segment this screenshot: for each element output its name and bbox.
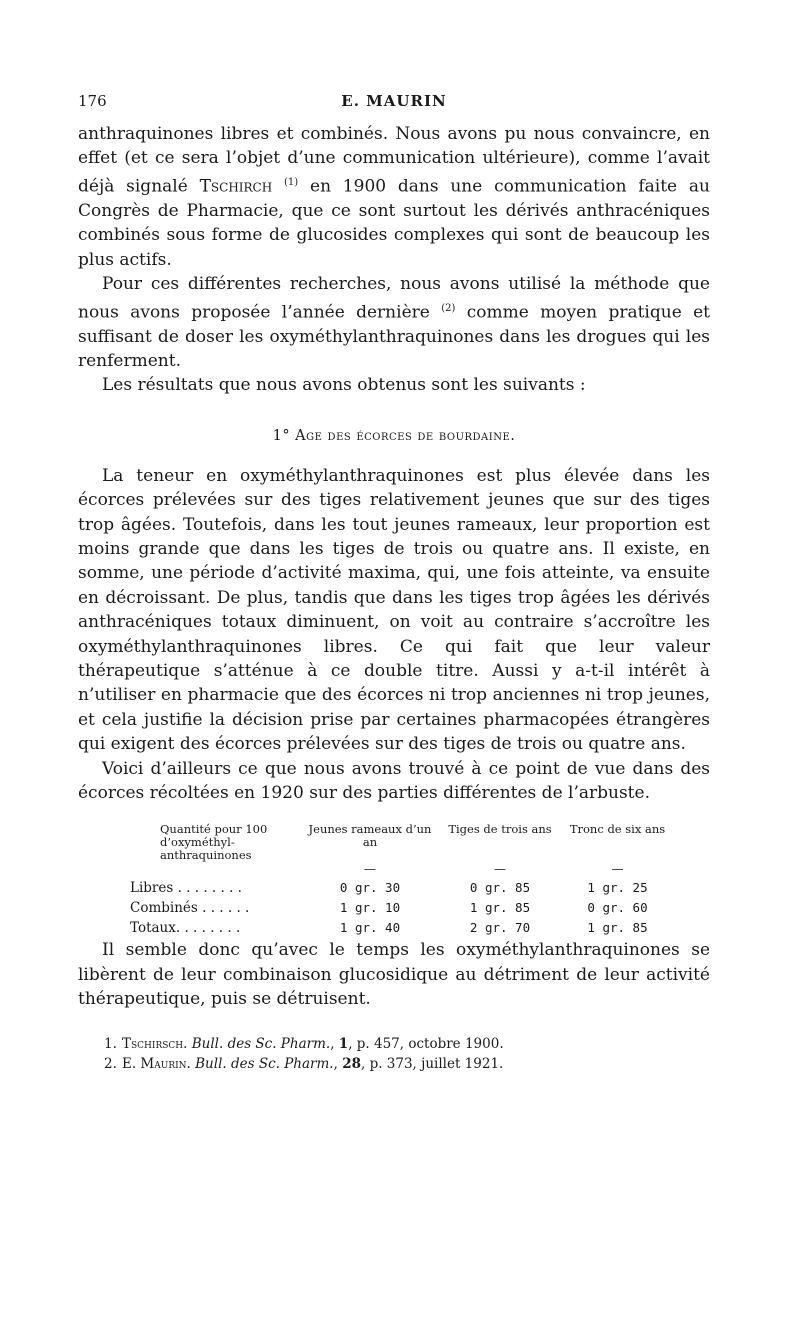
page-number: 176: [78, 92, 107, 110]
row-label: Combinés . . . . . .: [130, 900, 250, 917]
cell-value: 0 gr. 60: [587, 900, 648, 916]
footnote-1: 1. Tschirsch. Bull. des Sc. Pharm., 1, p. 457, octobre 1900.: [104, 1035, 504, 1052]
table-header-stems: Tiges de trois ans: [448, 822, 552, 837]
footnote-details: , p. 457, octobre 1900.: [348, 1035, 504, 1052]
footnote-journal: Bull. des Sc. Pharm.: [195, 1055, 334, 1072]
row-label: Totaux. . . . . . . .: [130, 920, 241, 937]
page-header: [78, 92, 710, 122]
cell-value: 0 gr. 85: [469, 880, 531, 896]
paragraph-1-text-b: en 1900 dans une communication faite au Congrès de Pharmacie, que ce sont surtout les dérivés anthracéniques combinés sous forme de glucosides complexes qui sont de beaucoup les plus actifs.: [78, 176, 710, 270]
paragraph-3: Les résultats que nous avons obtenus sont les suivants :: [102, 375, 586, 396]
paragraph-6: Il semble donc qu’avec le temps les oxyméthylanthraquinones se libèrent de leur combinaison glucosidique au détriment de leur activité thérapeutique, puis se détruisent.: [78, 940, 710, 1010]
footnote-author: Tschirsch.: [122, 1035, 188, 1052]
table-header-rules: — — —: [364, 862, 624, 877]
footnote-author: E. Maurin.: [122, 1055, 191, 1072]
paragraph-2-text-b: comme moyen pratique et suffisant de doser les oxyméthylanthraquinones dans les drogues qui les renferment.: [78, 302, 710, 371]
author-tschirch: Tschirch: [199, 176, 273, 197]
results-table: [130, 823, 670, 938]
cell-value: 0 gr. 30: [339, 880, 401, 896]
cell-value: 1 gr. 25: [587, 880, 648, 896]
footnote-volume: 28: [342, 1055, 361, 1072]
cell-value: 1 gr. 40: [339, 920, 401, 936]
table-header: [130, 823, 670, 862]
table-row: [130, 898, 670, 918]
table-row: [130, 878, 670, 898]
paragraph-4: La teneur en oxyméthylanthraquinones est plus élevée dans les écorces prélevées sur des tiges relativement jeunes que sur des tiges trop âgées. Toutefois, dans les tout jeunes rameaux, leur proportion est moins grande que dans les tiges de trois ou quatre ans. Il existe, en somme, une période d’activité maxima, qui, une fois atteinte, va ensuite en décroissant. De plus, tandis que dans les tiges trop âgées les dérivés anthracéniques totaux diminuent, on voit au contraire s’accroître les oxyméthylanthraquinones libres. Ce qui fait que leur valeur thérapeutique s’atténue à ce double titre. Aussi y a-t-il intérêt à n’utiliser en pharmacie que des écorces ni trop anciennes ni trop jeunes, et cela justifie la décision prise par certaines pharmacopées étrangères qui exigent des écorces prélevées sur des tiges de trois ou quatre ans.: [78, 465, 710, 755]
table-header-trunk: Tronc de six ans: [569, 822, 666, 837]
paragraph-2-text-a: Pour ces différentes recherches, nous avons utilisé la méthode que nous avons proposée l’année dernière: [78, 274, 710, 323]
cell-value: 1 gr. 85: [469, 900, 531, 916]
footnote-volume: 1: [338, 1035, 349, 1052]
section-heading: 1° Age des écorces de bourdaine.: [272, 427, 516, 444]
row-label: Libres . . . . . . . .: [130, 880, 242, 897]
table-header-young-branches: Jeunes rameaux d’un an: [308, 822, 432, 850]
table-row: [130, 918, 670, 938]
footnote-details: , p. 373, juillet 1921.: [360, 1055, 504, 1072]
footnote-number: 1.: [104, 1035, 117, 1052]
body-text: [78, 122, 710, 1012]
paragraph-5: Voici d’ailleurs ce que nous avons trouvé à ce point de vue dans des écorces récoltées en 1920 sur des parties différentes de l’arbuste.: [78, 758, 710, 804]
page: [78, 92, 710, 1074]
footnote-ref-1: (1): [284, 176, 299, 188]
footnote-2: 2. E. Maurin. Bull. des Sc. Pharm., 28, p. 373, juillet 1921.: [104, 1055, 504, 1072]
paragraph-2: [78, 272, 710, 373]
footnote-journal: Bull. des Sc. Pharm.: [191, 1035, 331, 1052]
running-title: E. MAURIN: [341, 92, 447, 110]
paragraph-1: [78, 122, 710, 272]
cell-value: 1 gr. 10: [339, 900, 401, 916]
table-header-quantity: Quantité pour 100 d’oxyméthyl-anthraquinones: [160, 822, 268, 863]
footnotes: [78, 1034, 710, 1074]
paragraph-1-text-a: anthraquinones libres et combinés. Nous avons pu nous convaincre, en effet (et ce sera l’objet d’une communication ultérieure), comme l’avait déjà signalé: [78, 124, 710, 197]
footnote-ref-2: (2): [441, 302, 456, 314]
cell-value: 2 gr. 70: [469, 920, 531, 936]
footnote-number: 2.: [104, 1055, 117, 1072]
cell-value: 1 gr. 85: [587, 920, 648, 936]
